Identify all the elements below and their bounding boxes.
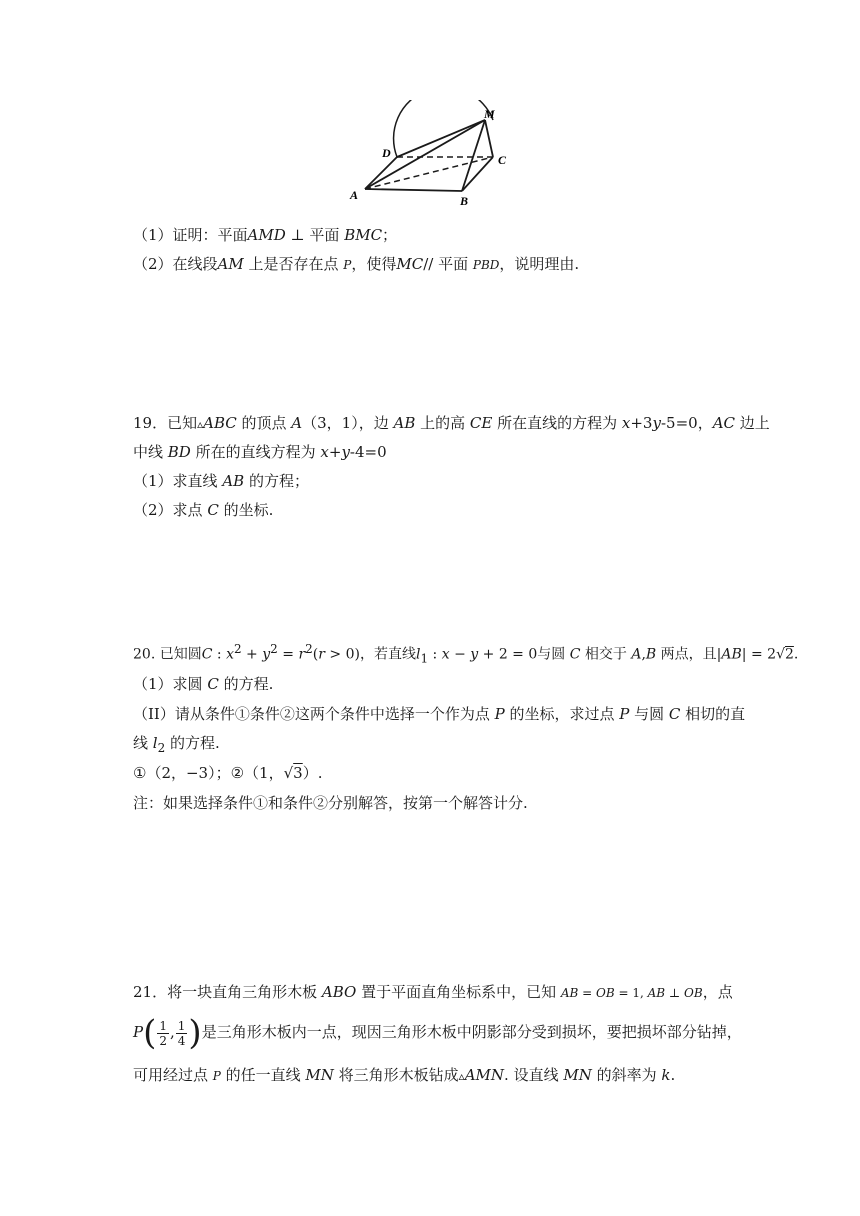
subscript: 1 [420,651,429,666]
triangle-symbol: ▵ [197,417,204,431]
label-B: B [460,194,469,208]
q21-line2 [133,1012,742,1053]
math: P [133,1023,144,1041]
math: x [441,646,450,663]
text: + [328,443,342,461]
text: ）. [302,764,323,782]
text: 20. 已知圆 [133,646,202,663]
math: AC [712,414,736,432]
text: 所在的直线方程为 [190,443,321,461]
label-M: M [484,107,495,121]
semicircle-arc [394,100,493,157]
math: ⊥ [665,986,685,1000]
math: y [652,414,661,432]
text: ①（2，−3）；②（1， [133,764,284,782]
math: − [449,646,471,663]
text: （3，1），边 [302,414,394,432]
math: C [207,675,219,693]
text: . 设直线 [504,1066,564,1084]
math: > 0) [324,646,360,663]
text: -5=0， [660,414,713,432]
text: 的方程； [244,472,309,490]
math: ( [312,646,319,663]
q20-note: 注：如果选择条件①和条件②分别解答，按第一个解答计分. [133,794,528,812]
fraction [157,1019,169,1048]
math: BD [167,443,191,461]
text: 是三角形木板内一点，现因三角形木板中阴影部分受到损坏，要把损坏部分钻掉， [201,1023,742,1041]
text: 的坐标，求过点 [504,705,620,723]
math: P [494,705,505,723]
text: 两点，且 [656,646,717,663]
text: 21．将一块直角三角形木板 [133,983,322,1001]
math: r [298,646,306,663]
subscript: 2 [157,741,166,755]
q19-line2 [133,442,387,462]
math: AM [217,255,244,273]
text: ； [382,226,398,244]
q21-line1 [133,982,733,1003]
math: = 1, [614,986,648,1000]
left-paren: ( [143,1013,157,1053]
text: 相交于 [580,646,632,663]
q19-part2 [133,500,273,520]
edge-DM [397,120,485,157]
label-C: C [498,153,507,167]
math: C [569,646,581,663]
math: OB [596,986,615,1000]
text: （1）求直线 [133,472,223,490]
math: l [152,734,158,752]
math: P [619,705,630,723]
math: AB [393,414,416,432]
text: ，说明理由. [499,255,580,273]
superscript: 2 [305,642,313,656]
math: x [320,443,329,461]
text: 与圆 [537,646,570,663]
text: 中线 [133,443,168,461]
q21-line3 [133,1065,675,1086]
math: y [262,646,271,663]
q19-line1 [133,413,770,434]
q20-part2b [133,733,220,758]
edge-CM [485,120,493,157]
text: （2）在线段 [133,255,218,273]
text: 置于平面直角坐标系中，已知 [356,983,561,1001]
text: -4=0 [349,443,387,461]
math: + [241,646,263,663]
text: 所在直线的方程为 [492,414,622,432]
q20-part2 [133,704,745,724]
q20-conditions [133,763,323,783]
math: C [668,705,681,723]
sqrt-symbol: √ [283,764,294,782]
math: 2 [784,646,794,663]
math: AB [560,986,579,1000]
text: 边上 [735,414,770,432]
text: ⊥ 平面 [285,226,345,244]
label-D: D [382,146,391,160]
separator: , [170,1023,175,1041]
math: x [226,646,234,663]
text: 与圆 [629,705,669,723]
q19-part1 [133,471,309,491]
geometry-figure [340,100,520,210]
math: MN [563,1066,592,1084]
math: = [277,646,299,663]
math: : [428,646,442,663]
text: 的斜率为 [591,1066,662,1084]
math: BMC [344,226,383,244]
text: （II）请从条件①条件②这两个条件中选择一个作为点 [133,705,495,723]
superscript: 2 [270,642,278,656]
text: +3 [630,414,653,432]
edge-AB [365,189,462,191]
q18-part2 [133,254,579,275]
math: y [341,443,350,461]
math: k [661,1066,671,1084]
edge-AC [365,157,493,189]
text: // 平面 [423,255,473,273]
text: ，使得 [351,255,397,273]
text: 线 [133,734,153,752]
text: . [793,646,799,663]
text: 的坐标. [218,501,274,519]
math: l [415,646,421,663]
math: AB [222,472,245,490]
text: 19．已知 [133,414,198,432]
math: y [470,646,479,663]
math: = 2 [746,646,777,663]
math: ABO [321,983,357,1001]
text: , [641,646,646,663]
math: C [201,646,213,663]
text: （1）证明：平面 [133,226,248,244]
text: 将三角形木板钻成 [333,1066,459,1084]
text: ，点 [702,983,733,1001]
math: AB [647,986,666,1000]
text: 上是否存在点 [243,255,344,273]
text: 的方程. [165,734,220,752]
right-paren: ) [188,1013,202,1053]
denominator: 2 [159,1033,167,1048]
math: r [318,646,325,663]
text: ，若直线 [359,646,416,663]
math: : [212,646,227,663]
math: x [621,414,631,432]
text: 相切的直 [680,705,746,723]
math: A [291,414,303,432]
denominator: 4 [177,1033,186,1048]
label-A: A [350,188,359,202]
math: OB [684,986,703,1000]
math: = [578,986,597,1000]
math: MC [396,255,424,273]
math: + 2 = 0 [478,646,538,663]
numerator: 1 [177,1018,186,1033]
text: 上的高 [415,414,470,432]
math: AMD [247,226,286,244]
text: 的顶点 [236,414,292,432]
math: AMN [464,1066,505,1084]
math: PBD [472,258,500,272]
math: P [343,258,352,272]
math: B [645,646,657,663]
fraction [176,1019,188,1048]
math: C [207,501,219,519]
q18-part1 [133,225,397,245]
text: 可用经过点 [133,1066,213,1084]
math: |AB| [716,646,747,663]
math: P [212,1069,221,1083]
text: 的方程. [218,675,274,693]
q20-line1 [133,639,798,668]
text: . [670,1066,676,1084]
q20-part1 [133,674,273,694]
math: MN [305,1066,334,1084]
superscript: 2 [233,642,242,656]
numerator: 1 [159,1018,167,1033]
sqrt-symbol: √ [776,646,785,663]
text: 的任一直线 [220,1066,306,1084]
math: ABC [203,414,237,432]
math: 3 [293,764,303,782]
triangle-symbol: ▵ [458,1069,465,1083]
text: （1）求圆 [133,675,208,693]
math: CE [469,414,493,432]
text: （2）求点 [133,501,208,519]
math: A [631,646,642,663]
